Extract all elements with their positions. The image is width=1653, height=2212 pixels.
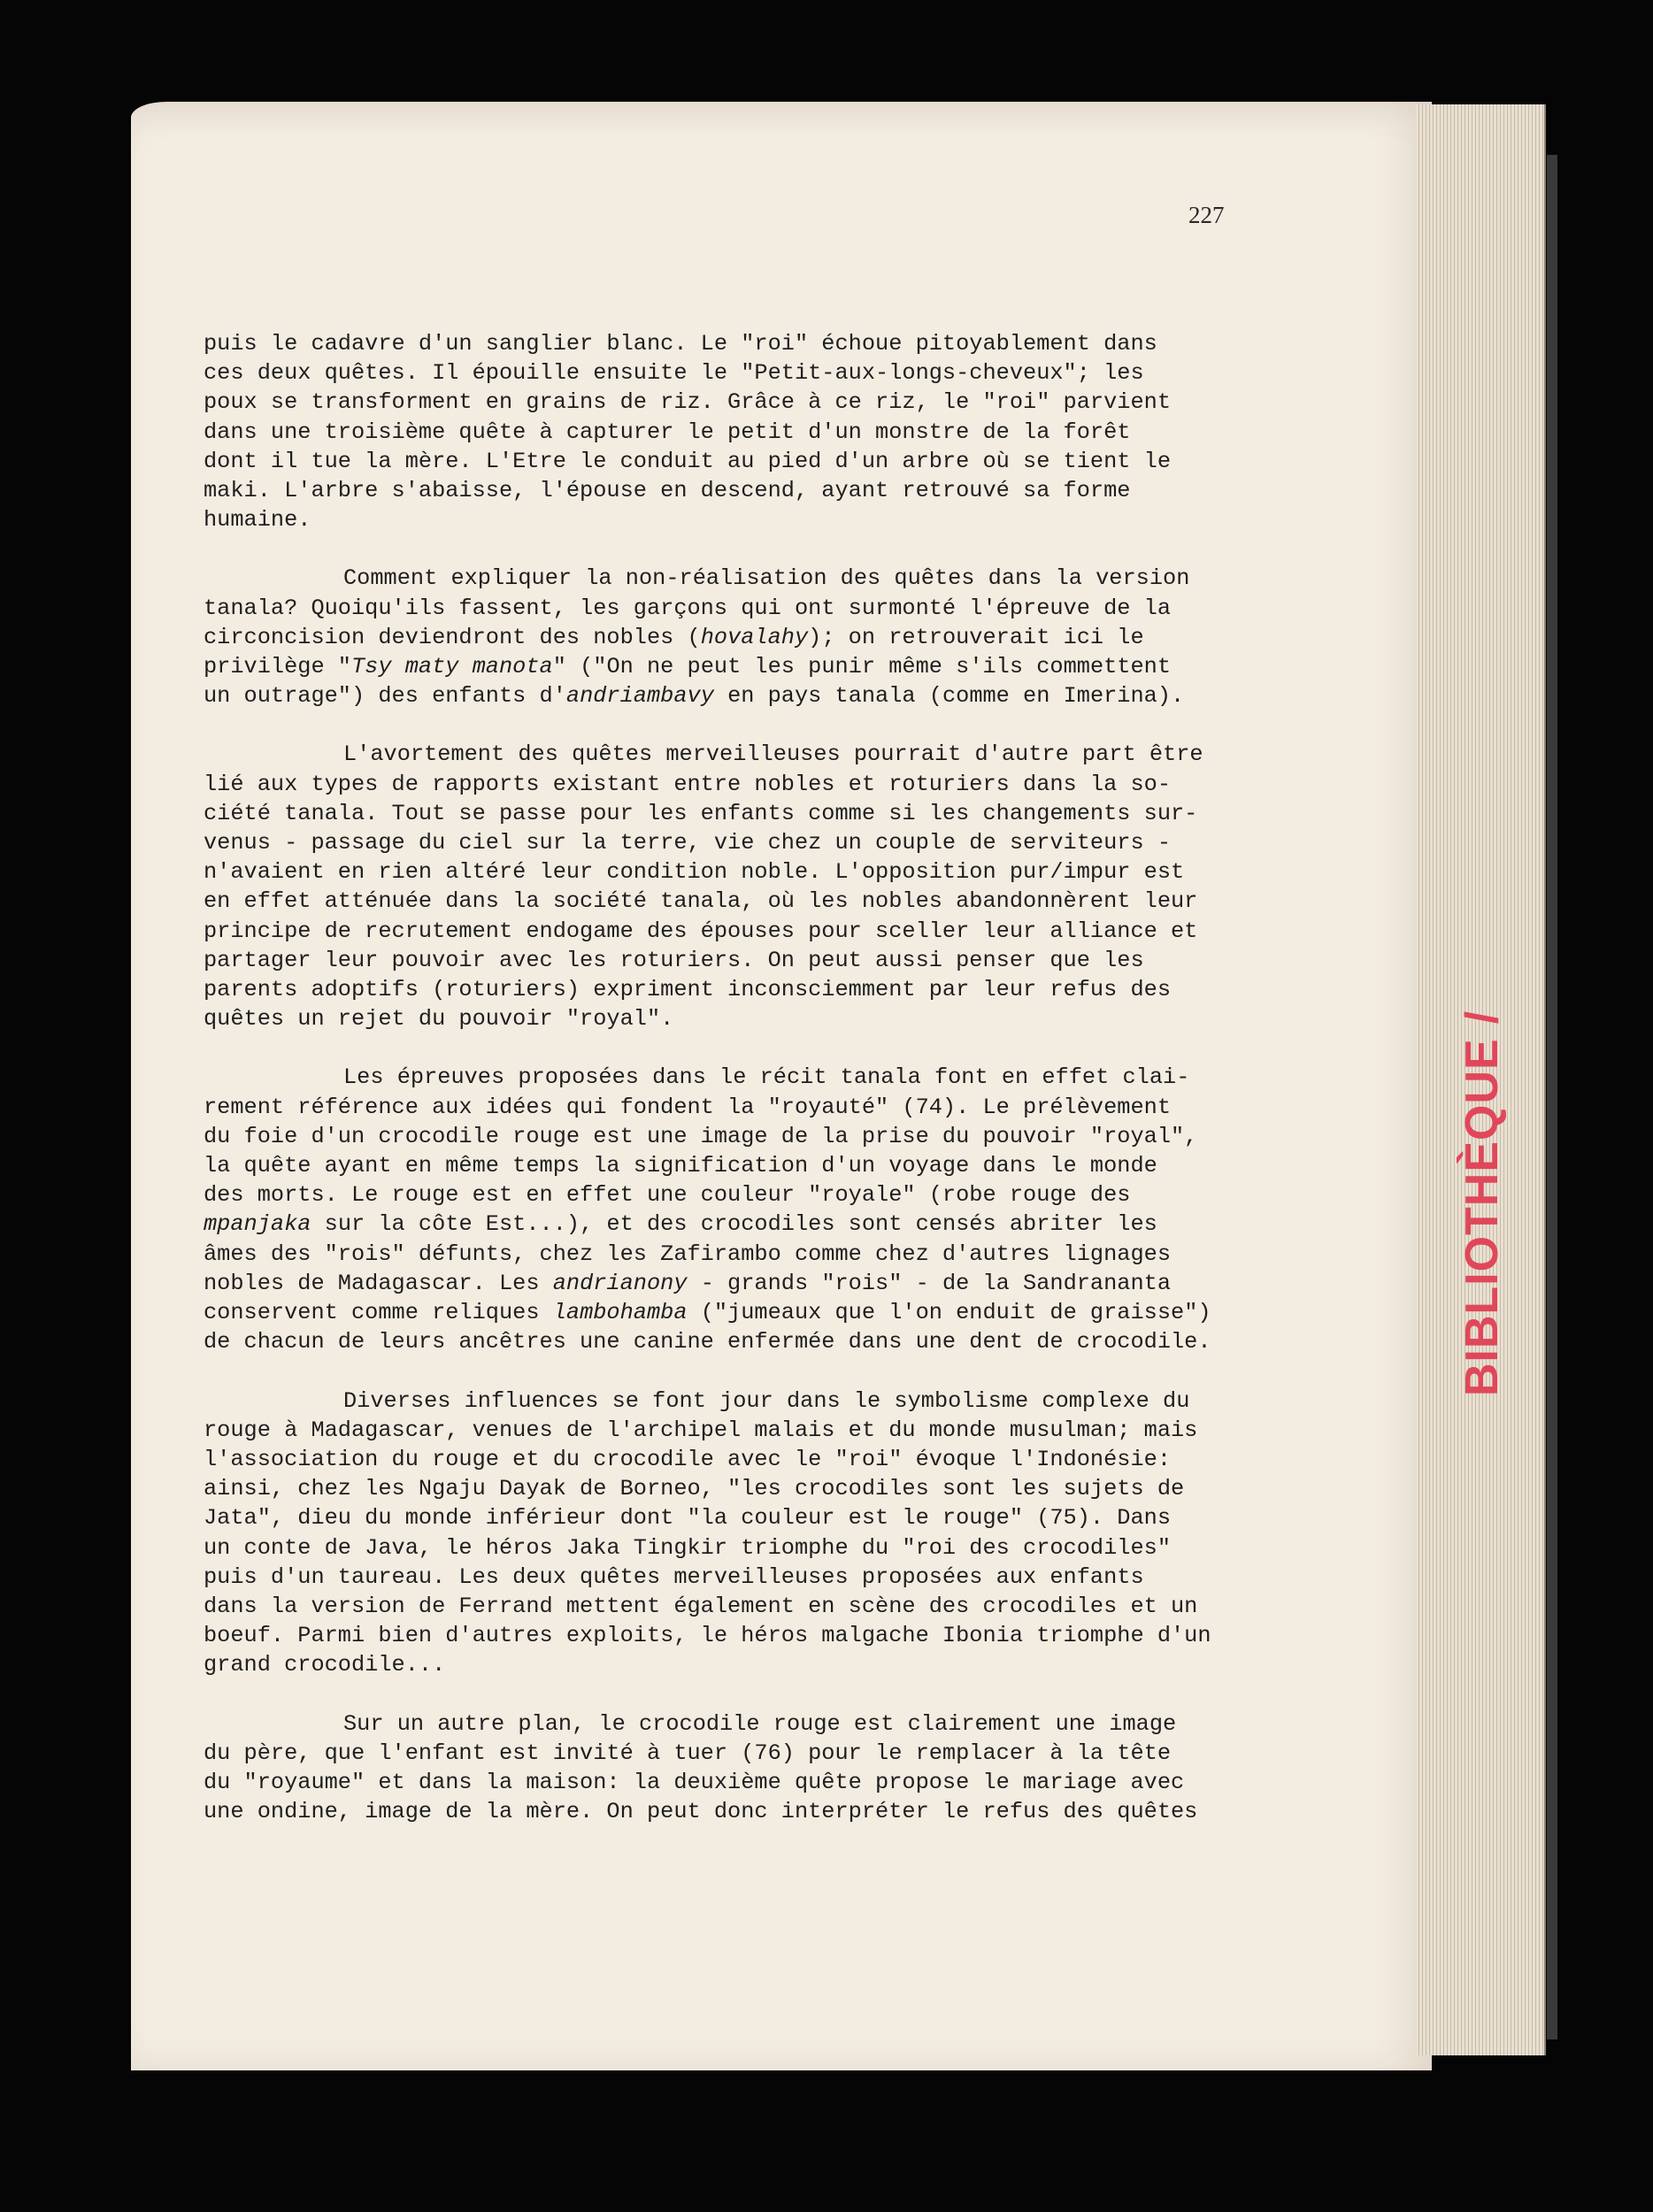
text-line: [204, 1650, 1310, 1679]
text-line: [204, 917, 1310, 946]
text-segment: Diverses influences se font jour dans le symbolisme complexe du: [343, 1387, 1190, 1414]
stamp-mark: /: [1457, 1010, 1508, 1025]
text-line: [204, 887, 1310, 916]
text-segment: Les épreuves proposées dans le récit tanala font en effet clai-: [343, 1064, 1190, 1091]
text-segment: sur la côte Est...), et des crocodiles sont censés abriter les: [311, 1211, 1157, 1238]
italic-term: mpanjaka: [204, 1211, 311, 1238]
text-segment: du foie d'un crocodile rouge est une image de la prise du pouvoir "royal",: [204, 1123, 1198, 1149]
text-segment: maki. L'arbre s'abaisse, l'épouse en descend, ayant retrouvé sa forme: [204, 478, 1131, 504]
paragraph: [204, 1063, 1310, 1356]
text-line: [204, 1563, 1310, 1592]
italic-term: Tsy maty manota: [351, 654, 553, 680]
text-line: [204, 447, 1310, 476]
library-stamp: [1438, 995, 1526, 1411]
text-line: [204, 1122, 1310, 1151]
text-line: [204, 1240, 1310, 1269]
text-line: [204, 1503, 1310, 1532]
text-line: [204, 1739, 1310, 1768]
text-line: [204, 1709, 1310, 1739]
text-segment: une ondine, image de la mère. On peut donc interpréter le refus des quêtes: [204, 1799, 1198, 1825]
text-line: [204, 505, 1310, 534]
text-segment: Jata", dieu du monde inférieur dont "la couleur est le rouge" (75). Dans: [204, 1505, 1172, 1532]
text-segment: circoncision deviendront des nobles (: [204, 624, 701, 650]
italic-term: hovalahy: [700, 624, 809, 650]
stamp-text: BIBLIOTHÈQUE: [1457, 1038, 1508, 1397]
text-segment: - grands "rois" - de la Sandrananta: [687, 1270, 1172, 1296]
text-segment: la quête ayant en même temps la signification d'un voyage dans le monde: [204, 1153, 1157, 1179]
text-segment: rouge à Madagascar, venues de l'archipel malais et du monde musulman; mais: [204, 1417, 1198, 1443]
text-segment: âmes des "rois" défunts, chez les Zafirambo comme chez d'autres lignages: [204, 1240, 1172, 1267]
text-segment: en effet atténuée dans la société tanala, où les nobles abandonnèrent leur: [204, 888, 1198, 915]
body-text: [204, 329, 1310, 1855]
paragraph: [204, 329, 1310, 534]
text-segment: un conte de Java, le héros Jaka Tingkir triomphe du "roi des crocodiles": [204, 1534, 1172, 1561]
text-line: [204, 1063, 1310, 1092]
page-number: 227: [1188, 202, 1225, 228]
text-segment: des morts. Le rouge est en effet une couleur "royale" (robe rouge des: [204, 1182, 1131, 1209]
text-segment: partager leur pouvoir avec les roturiers. On peut aussi penser que les: [204, 947, 1144, 973]
text-line: [204, 770, 1310, 799]
text-segment: ); on retrouverait ici le: [808, 624, 1144, 650]
text-line: [204, 975, 1310, 1004]
text-segment: en pays tanala (comme en Imerina).: [713, 683, 1185, 710]
text-segment: l'association du rouge et du crocodile avec le "roi" évoque l'Indonésie:: [204, 1446, 1172, 1472]
italic-term: andrianony: [552, 1270, 688, 1296]
text-line: [204, 1592, 1310, 1621]
text-line: [204, 329, 1310, 358]
text-line: [204, 1445, 1310, 1474]
text-segment: tanala? Quoiqu'ils fassent, les garçons qui ont surmonté l'épreuve de la: [204, 595, 1172, 621]
text-segment: conservent comme reliques: [204, 1300, 553, 1326]
text-segment: rement référence aux idées qui fondent la "royauté" (74). Le prélèvement: [204, 1094, 1172, 1120]
text-segment: ainsi, chez les Ngaju Dayak de Borneo, "les crocodiles sont les sujets de: [204, 1476, 1185, 1502]
text-line: [204, 1474, 1310, 1503]
italic-term: lambohamba: [552, 1300, 688, 1326]
text-segment: du père, que l'enfant est invité à tuer (76) pour le remplacer à la tête: [204, 1740, 1172, 1766]
text-line: [204, 1298, 1310, 1327]
text-segment: Sur un autre plan, le crocodile rouge est clairement une image: [343, 1710, 1177, 1737]
text-segment: grand crocodile...: [204, 1652, 446, 1678]
text-segment: Comment expliquer la non-réalisation des quêtes dans la version: [343, 565, 1190, 592]
text-line: [204, 623, 1310, 652]
text-segment: puis d'un taureau. Les deux quêtes merveilleuses proposées aux enfants: [204, 1563, 1144, 1590]
text-line: [204, 946, 1310, 975]
text-segment: L'avortement des quêtes merveilleuses pourrait d'autre part être: [343, 741, 1203, 768]
text-line: [204, 1416, 1310, 1445]
text-line: [204, 1621, 1310, 1650]
text-line: [204, 681, 1310, 710]
text-line: [204, 857, 1310, 887]
text-segment: un outrage") des enfants d': [204, 683, 566, 710]
text-line: [204, 1151, 1310, 1180]
text-line: [204, 358, 1310, 388]
text-line: [204, 1180, 1310, 1210]
text-line: [204, 1386, 1310, 1416]
text-segment: parents adoptifs (roturiers) expriment inconsciemment par leur refus des: [204, 977, 1172, 1003]
text-segment: quêtes un rejet du pouvoir "royal".: [204, 1006, 674, 1033]
text-segment: " ("On ne peut les punir même s'ils commettent: [552, 654, 1172, 680]
text-segment: humaine.: [204, 507, 311, 534]
text-line: [204, 1004, 1310, 1033]
text-segment: ("jumeaux que l'on enduit de graisse"): [687, 1300, 1211, 1326]
text-line: [204, 1093, 1310, 1122]
paragraph: [204, 740, 1310, 1033]
text-line: [204, 476, 1310, 505]
book-cover-edge: [1547, 155, 1557, 2039]
text-line: [204, 799, 1310, 828]
text-line: [204, 740, 1310, 769]
text-line: [204, 1797, 1310, 1826]
text-segment: principe de recrutement endogame des épouses pour sceller leur alliance et: [204, 918, 1198, 944]
text-line: [204, 1327, 1310, 1356]
text-line: [204, 1210, 1310, 1239]
text-segment: dont il tue la mère. L'Etre le conduit au pied d'un arbre où se tient le: [204, 448, 1172, 474]
text-segment: de chacun de leurs ancêtres une canine enfermée dans une dent de crocodile.: [204, 1329, 1211, 1356]
text-segment: n'avaient en rien altéré leur condition noble. L'opposition pur/impur est: [204, 859, 1185, 886]
text-line: [204, 564, 1310, 593]
text-segment: poux se transforment en grains de riz. Grâce à ce riz, le "roi" parvient: [204, 389, 1172, 416]
text-line: [204, 1533, 1310, 1563]
text-segment: nobles de Madagascar. Les: [204, 1270, 553, 1296]
text-segment: dans la version de Ferrand mettent également en scène des crocodiles et un: [204, 1593, 1198, 1619]
text-segment: ciété tanala. Tout se passe pour les enfants comme si les changements sur-: [204, 800, 1198, 826]
paragraph: [204, 1709, 1310, 1827]
text-segment: lié aux types de rapports existant entre nobles et roturiers dans la so-: [204, 771, 1172, 797]
text-segment: boeuf. Parmi bien d'autres exploits, le héros malgache Ibonia triomphe d'un: [204, 1623, 1211, 1649]
text-segment: puis le cadavre d'un sanglier blanc. Le "roi" échoue pitoyablement dans: [204, 331, 1157, 357]
text-segment: du "royaume" et dans la maison: la deuxième quête propose le mariage avec: [204, 1769, 1185, 1795]
text-line: [204, 652, 1310, 681]
text-segment: privilège ": [204, 654, 351, 680]
text-segment: dans une troisième quête à capturer le petit d'un monstre de la forêt: [204, 419, 1131, 445]
paragraph: [204, 1386, 1310, 1680]
italic-term: andriambavy: [565, 683, 714, 710]
text-line: [204, 388, 1310, 417]
text-line: [204, 828, 1310, 857]
text-line: [204, 1768, 1310, 1797]
text-segment: venus - passage du ciel sur la terre, vie chez un couple de serviteurs -: [204, 830, 1172, 856]
paragraph: [204, 564, 1310, 710]
text-line: [204, 594, 1310, 623]
text-segment: ces deux quêtes. Il épouille ensuite le "Petit-aux-longs-cheveux"; les: [204, 360, 1144, 387]
text-line: [204, 418, 1310, 447]
text-line: [204, 1269, 1310, 1298]
